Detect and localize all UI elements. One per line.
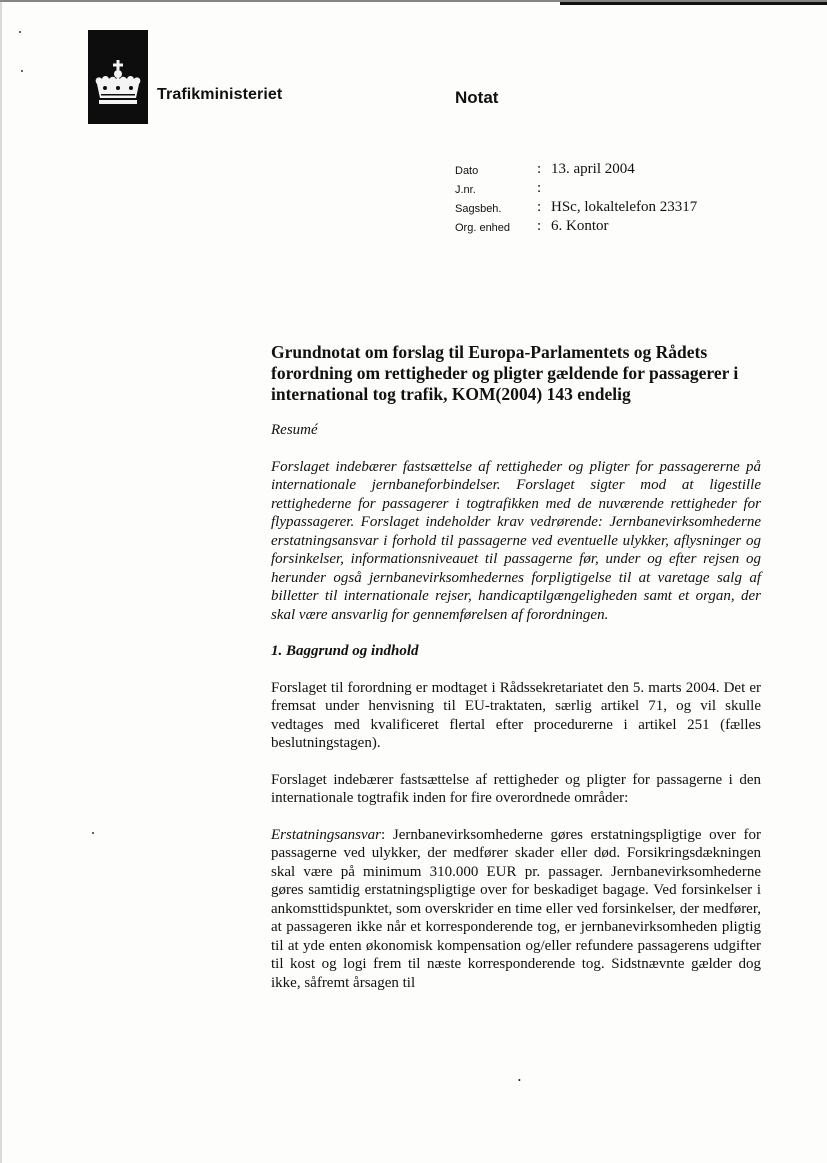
scan-speck	[92, 832, 94, 834]
document-body	[271, 342, 761, 1010]
document-type: Notat	[455, 88, 499, 107]
page-mark: •	[518, 1076, 521, 1085]
meta-label: J.nr.	[455, 184, 476, 196]
scan-edge-left	[0, 0, 2, 1163]
paragraph-liability	[271, 826, 761, 993]
paragraph-lead-term: Erstatningsansvar	[271, 826, 382, 843]
meta-colon: :	[537, 161, 542, 177]
meta-value: 6. Kontor	[551, 218, 609, 234]
meta-colon: :	[537, 218, 542, 234]
resume-text: Forslaget indebærer fastsættelse af rettigheder og pligter for passagererne på internationale jernbaneforbindelser. Forslaget sigter mod at ligestille rettighederne for passagerer i togtrafikken med de nuværende rettigheder for flypassagerer. Forslaget indeholder krav vedrørende: Jernbanevirksomhederne erstatningsansvar i forhold til passagerne ved eventuelle ulykker, aflysninger og forsinkelser, informationsniveauet til passagerne før, under og efter rejsen og herunder også jernbanevirksomhedernes forpligtigelse til at varetage salg af billetter til internationale rejser, handicaptilgængeligheden samt et organ, der skal være ansvarlig for gennemførelsen af forordningen.	[271, 458, 761, 623]
ministry-logo	[88, 30, 148, 124]
meta-value: HSc, lokaltelefon 23317	[551, 199, 698, 215]
resume-heading: Resumé	[271, 422, 318, 438]
meta-label: Org. enhed	[455, 222, 511, 234]
meta-value: 13. april 2004	[551, 161, 635, 177]
scan-edge-mark	[560, 2, 827, 5]
paragraph: Forslaget indebærer fastsættelse af rettigheder og pligter for passagerne i den internationale togtrafik inden for fire overordnede områder:	[271, 771, 761, 806]
scan-speck	[21, 70, 23, 72]
meta-colon: :	[537, 180, 542, 196]
crown-icon	[88, 30, 148, 124]
paragraph: Forslaget til forordning er modtaget i Rådssekretariatet den 5. marts 2004. Det er fremsat under henvisning til EU-traktaten, særlig artikel 71, og vil skulle vedtages med kvalificeret flertal efter procedurerne i artikel 251 (fælles beslutningstagen).	[271, 679, 761, 751]
section-heading: 1. Baggrund og indhold	[271, 643, 419, 659]
ministry-name: Trafikministeriet	[157, 86, 283, 103]
meta-label: Sagsbeh.	[455, 203, 502, 215]
scan-speck	[19, 31, 21, 33]
meta-colon: :	[537, 199, 542, 215]
document-title: Grundnotat om forslag til Europa-Parlamentets og Rådets forordning om rettigheder og pligter gældende for passagerer i international tog trafik, KOM(2004) 143 endelig	[271, 342, 739, 404]
paragraph-text: : Jernbanevirksomhederne gøres erstatningspligtige over for passagerne ved ulykker, der medfører skader eller død. Forsikringsdækningen skal være på minimum 310.000 EUR pr. passager. Jernbanevirksomhederne gøres samtidig erstatningspligtige over for beskadiget bagage. Ved forsinkelser i ankomsttidspunktet, som overskrider en time eller ved forsinkelser, der medfører, at passageren ikke når et korresponderende tog, er jernbanevirksomheden pligtig til at yde enten økonomisk kompensation og/eller refundere passagerens udgifter til kost og logi frem til næste korresponderende tog. Sidstnævnte gælder dog ikke, såfremt årsagen til	[271, 826, 761, 991]
meta-label: Dato	[455, 165, 479, 177]
